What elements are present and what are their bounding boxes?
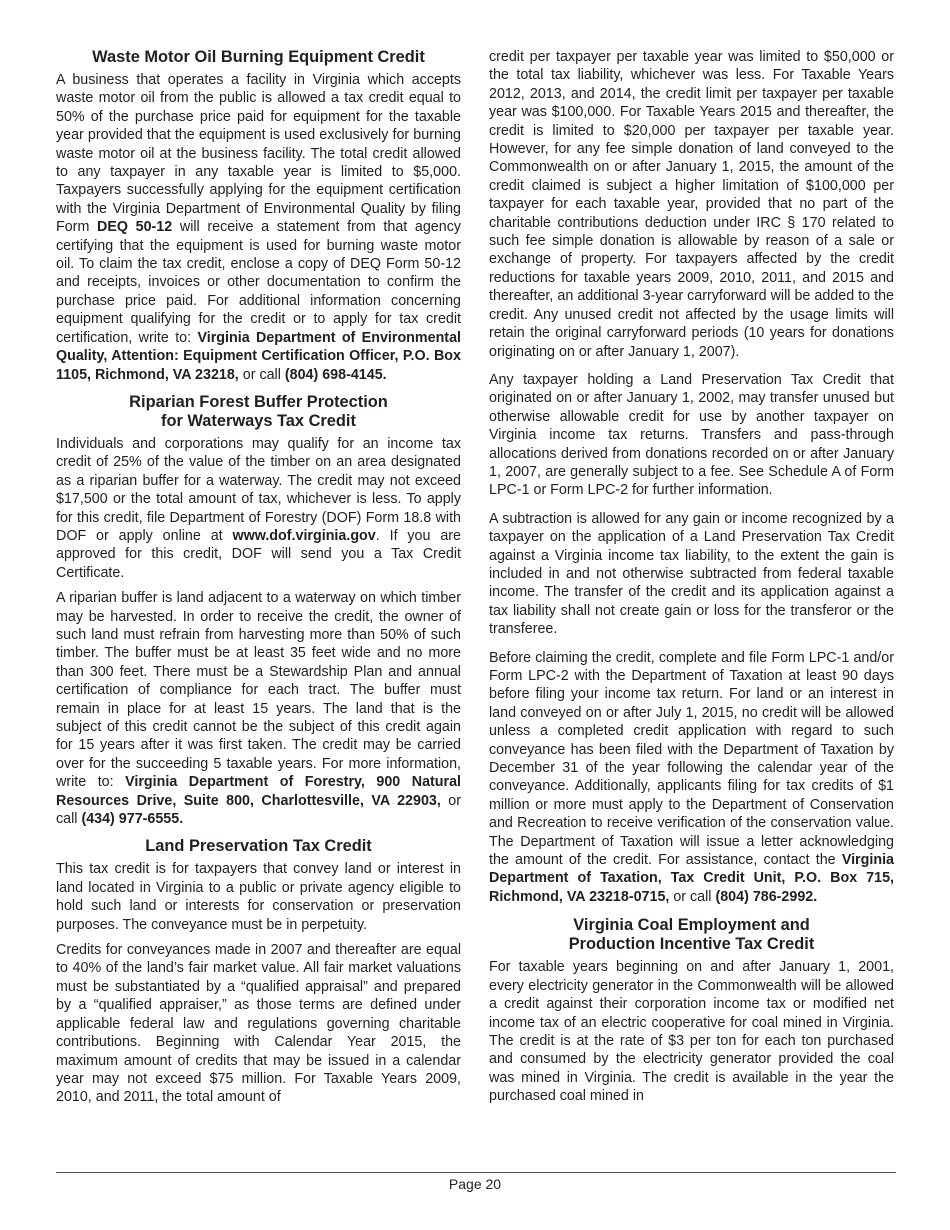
deq-address: Virginia Department of Environmental Quality, Attention: Equipment Certification Officer, P.O. Box 1105, Richmond, VA 23218, (56, 329, 461, 383)
footer-divider (56, 1172, 896, 1173)
coal-title-line2: Production Incentive Tax Credit (568, 935, 815, 954)
riparian-text-c: A riparian buffer is land adjacent to a waterway on which timber may be harvested. In order to receive the credit, the owner of such land must refrain from harvesting more than 50% of such timber. The buffer must be at least 35 feet wide and no more than 300 feet. There must be a Stewardship Plan and annual certification of compliance for each tract. The buffer must remain in place for at least 15 years. The land that is the subject of this credit cannot be the subject of this credit again for 15 years after it was first taken. The credit may be carried over for the succeeding 5 taxable years. For more information, write to: (56, 590, 461, 791)
tax-credit-unit-phone: (804) 786-2992. (715, 888, 818, 905)
deq-phone: (804) 698-4145. (284, 366, 387, 383)
riparian-text-a: Individuals and corporations may qualify for an income tax credit of 25% of the value of the timber on an area designated as a riparian buffer for a waterway. The credit may not exceed $17,500 or the total amount of tax, whichever is less. To apply for this credit, file Department of Forestry (DOF) Form 18.8 with DOF or apply online at (56, 435, 461, 544)
tax-credit-unit-address: Virginia Department of Taxation, Tax Credit Unit, P.O. Box 715, Richmond, VA 23218-0715, (489, 852, 894, 905)
heading-land-preservation-credit: Land Preservation Tax Credit (145, 837, 372, 856)
land-paragraph-5: A subtraction is allowed for any gain or income recognized by a taxpayer on the application of a Land Preservation Tax Credit against a Virginia income tax liability, to the extent the gain is included in and not otherwise subtracted from federal taxable income. The transfer of the credit and its application against a tax liability shall not create gain or loss for the transferor or the transferee. (489, 510, 894, 638)
riparian-title-line1: Riparian Forest Buffer Protection (129, 392, 388, 411)
land-paragraph-6 (489, 649, 894, 907)
dof-address: Virginia Department of Forestry, 900 Natural Resources Drive, Suite 800, Charlottesville, VA 22903, (56, 774, 462, 809)
waste-oil-or-call: or call (238, 366, 285, 383)
riparian-text-b: . If you are approved for this credit, DOF will send you a Tax Credit Certificate. (56, 527, 461, 581)
heading-waste-oil-credit: Waste Motor Oil Burning Equipment Credit (92, 48, 425, 66)
riparian-or-call: or call (56, 792, 462, 828)
page-content (56, 48, 896, 1168)
land-paragraph-2: Credits for conveyances made in 2007 and thereafter are equal to 40% of the land’s fair market value. All fair market valuations must be substantiated by a “qualified appraisal” and prepared by a “qualified appraiser,” as those terms are defined under applicable federal law and regulations governing charitable contributions. Beginning with Calendar Year 2015, the maximum amount of credits that may be issued in a calendar year may not exceed $75 million. For Taxable Years 2009, 2010, and 2011, the total amount of (56, 942, 461, 1106)
land-paragraph-3: credit per taxpayer per taxable year was limited to $50,000 or the total tax liability, whichever was less. For Taxable Years 2012, 2013, and 2014, the credit limit per taxpayer per taxable year was $100,000. For Taxable Years 2015 and thereafter, the credit is limited to $20,000 per taxpayer per taxable year. However, for any fee simple donation of land conveyed to the Commonwealth on or after January 1, 2015, the amount of the credit claimed is subject a higher limitation of $100,000 per taxpayer for each taxable year, provided that no part of the charitable contributions deduction under IRC § 170 related to such fee simple donation is allowable by reason of a sale or exchange of property. For taxpayers affected by the credit reductions for taxable years 2009, 2010, 2011, and 2015 and thereafter, an additional 3-year carryforward will be added to the credit. Any unused credit not affected by the usage limits will retain the original carryforward periods (10 years for donations originating on or after January 1, 2007). (489, 49, 894, 360)
land-paragraph-1: This tax credit is for taxpayers that convey land or interest in land located in Virginia to a public or private agency eligible to hold such land or interests for conservation or preservation purposes. The conveyance must be in perpetuity. (56, 861, 461, 933)
riparian-paragraph-1 (56, 435, 461, 582)
heading-riparian-credit (56, 393, 461, 431)
waste-oil-paragraph (56, 71, 461, 384)
coal-paragraph-1: For taxable years beginning on and after January 1, 2001, every electricity generator in the Commonwealth will be allowed a credit against their corporation income tax or modified net income tax of an electric cooperative for coal mined in Virginia. The credit is at the rate of $3 per ton for each ton purchased and consumed by the electricity generator provided the coal was mined in Virginia. The credit is available in the year the purchased coal mined in (489, 959, 894, 1105)
land-paragraph-4: Any taxpayer holding a Land Preservation Tax Credit that originated on or after January 1, 2002, may transfer unused but otherwise allowable credit for use by another taxpayer on Virginia income tax returns. Transfers and pass-through allocations derived from donations recorded on or after January 1, 2007, are generally subject to a fee. See Schedule A of Form LPC-1 or Form LPC-2 for further information. (489, 371, 894, 499)
waste-oil-text-a: A business that operates a facility in Virginia which accepts waste motor oil from the public is allowed a tax credit equal to 50% of the purchase price paid for equipment for the taxable year provided that the equipment is used exclusively for burning waste motor oil at the business facility. The total credit allowed to any taxpayer in any taxable year is limited to $5,000. Taxpayers successfully applying for the equipment certification with the Virginia Department of Environmental Quality by filing Form (56, 72, 461, 236)
heading-coal-credit (489, 916, 894, 954)
riparian-title-line2: for Waterways Tax Credit (161, 411, 356, 430)
riparian-paragraph-2 (56, 589, 461, 828)
left-column (56, 48, 461, 1114)
dof-phone: (434) 977-6555. (81, 811, 184, 828)
coal-title-line1: Virginia Coal Employment and (573, 916, 810, 935)
page-number: Page 20 (448, 1176, 502, 1192)
waste-oil-form-name: DEQ 50-12 (97, 219, 173, 236)
land-or-call: or call (669, 888, 716, 905)
right-column (489, 48, 894, 1113)
land-text-a: Before claiming the credit, complete and file Form LPC-1 and/or Form LPC-2 with the Department of Taxation at least 90 days before filing your income tax return. For land or an interest in land conveyed on or after July 1, 2015, no credit will be allowed unless a completed credit application with regard to such conveyance has been filed with the Department of Taxation by December 31 of the year following the calendar year of the conveyance. Additionally, applicants filing for tax credits of $1 million or more must apply to the Department of Conservation and Recreation to receive verification of the conservation value. The Department of Taxation will issue a letter acknowledging the amount of the credit. For assistance, contact the (489, 649, 894, 869)
waste-oil-text-b: will receive a statement from that agency certifying that the equipment is used for burning waste motor oil. To claim the tax credit, enclose a copy of DEQ Form 50-12 and receipts, invoices or other documentation to confirm the purchase price paid. For additional information concerning equipment qualifying for the credit or to apply for tax credit certification, write to: (56, 219, 461, 346)
dof-url: www.dof.virginia.gov (232, 527, 376, 544)
